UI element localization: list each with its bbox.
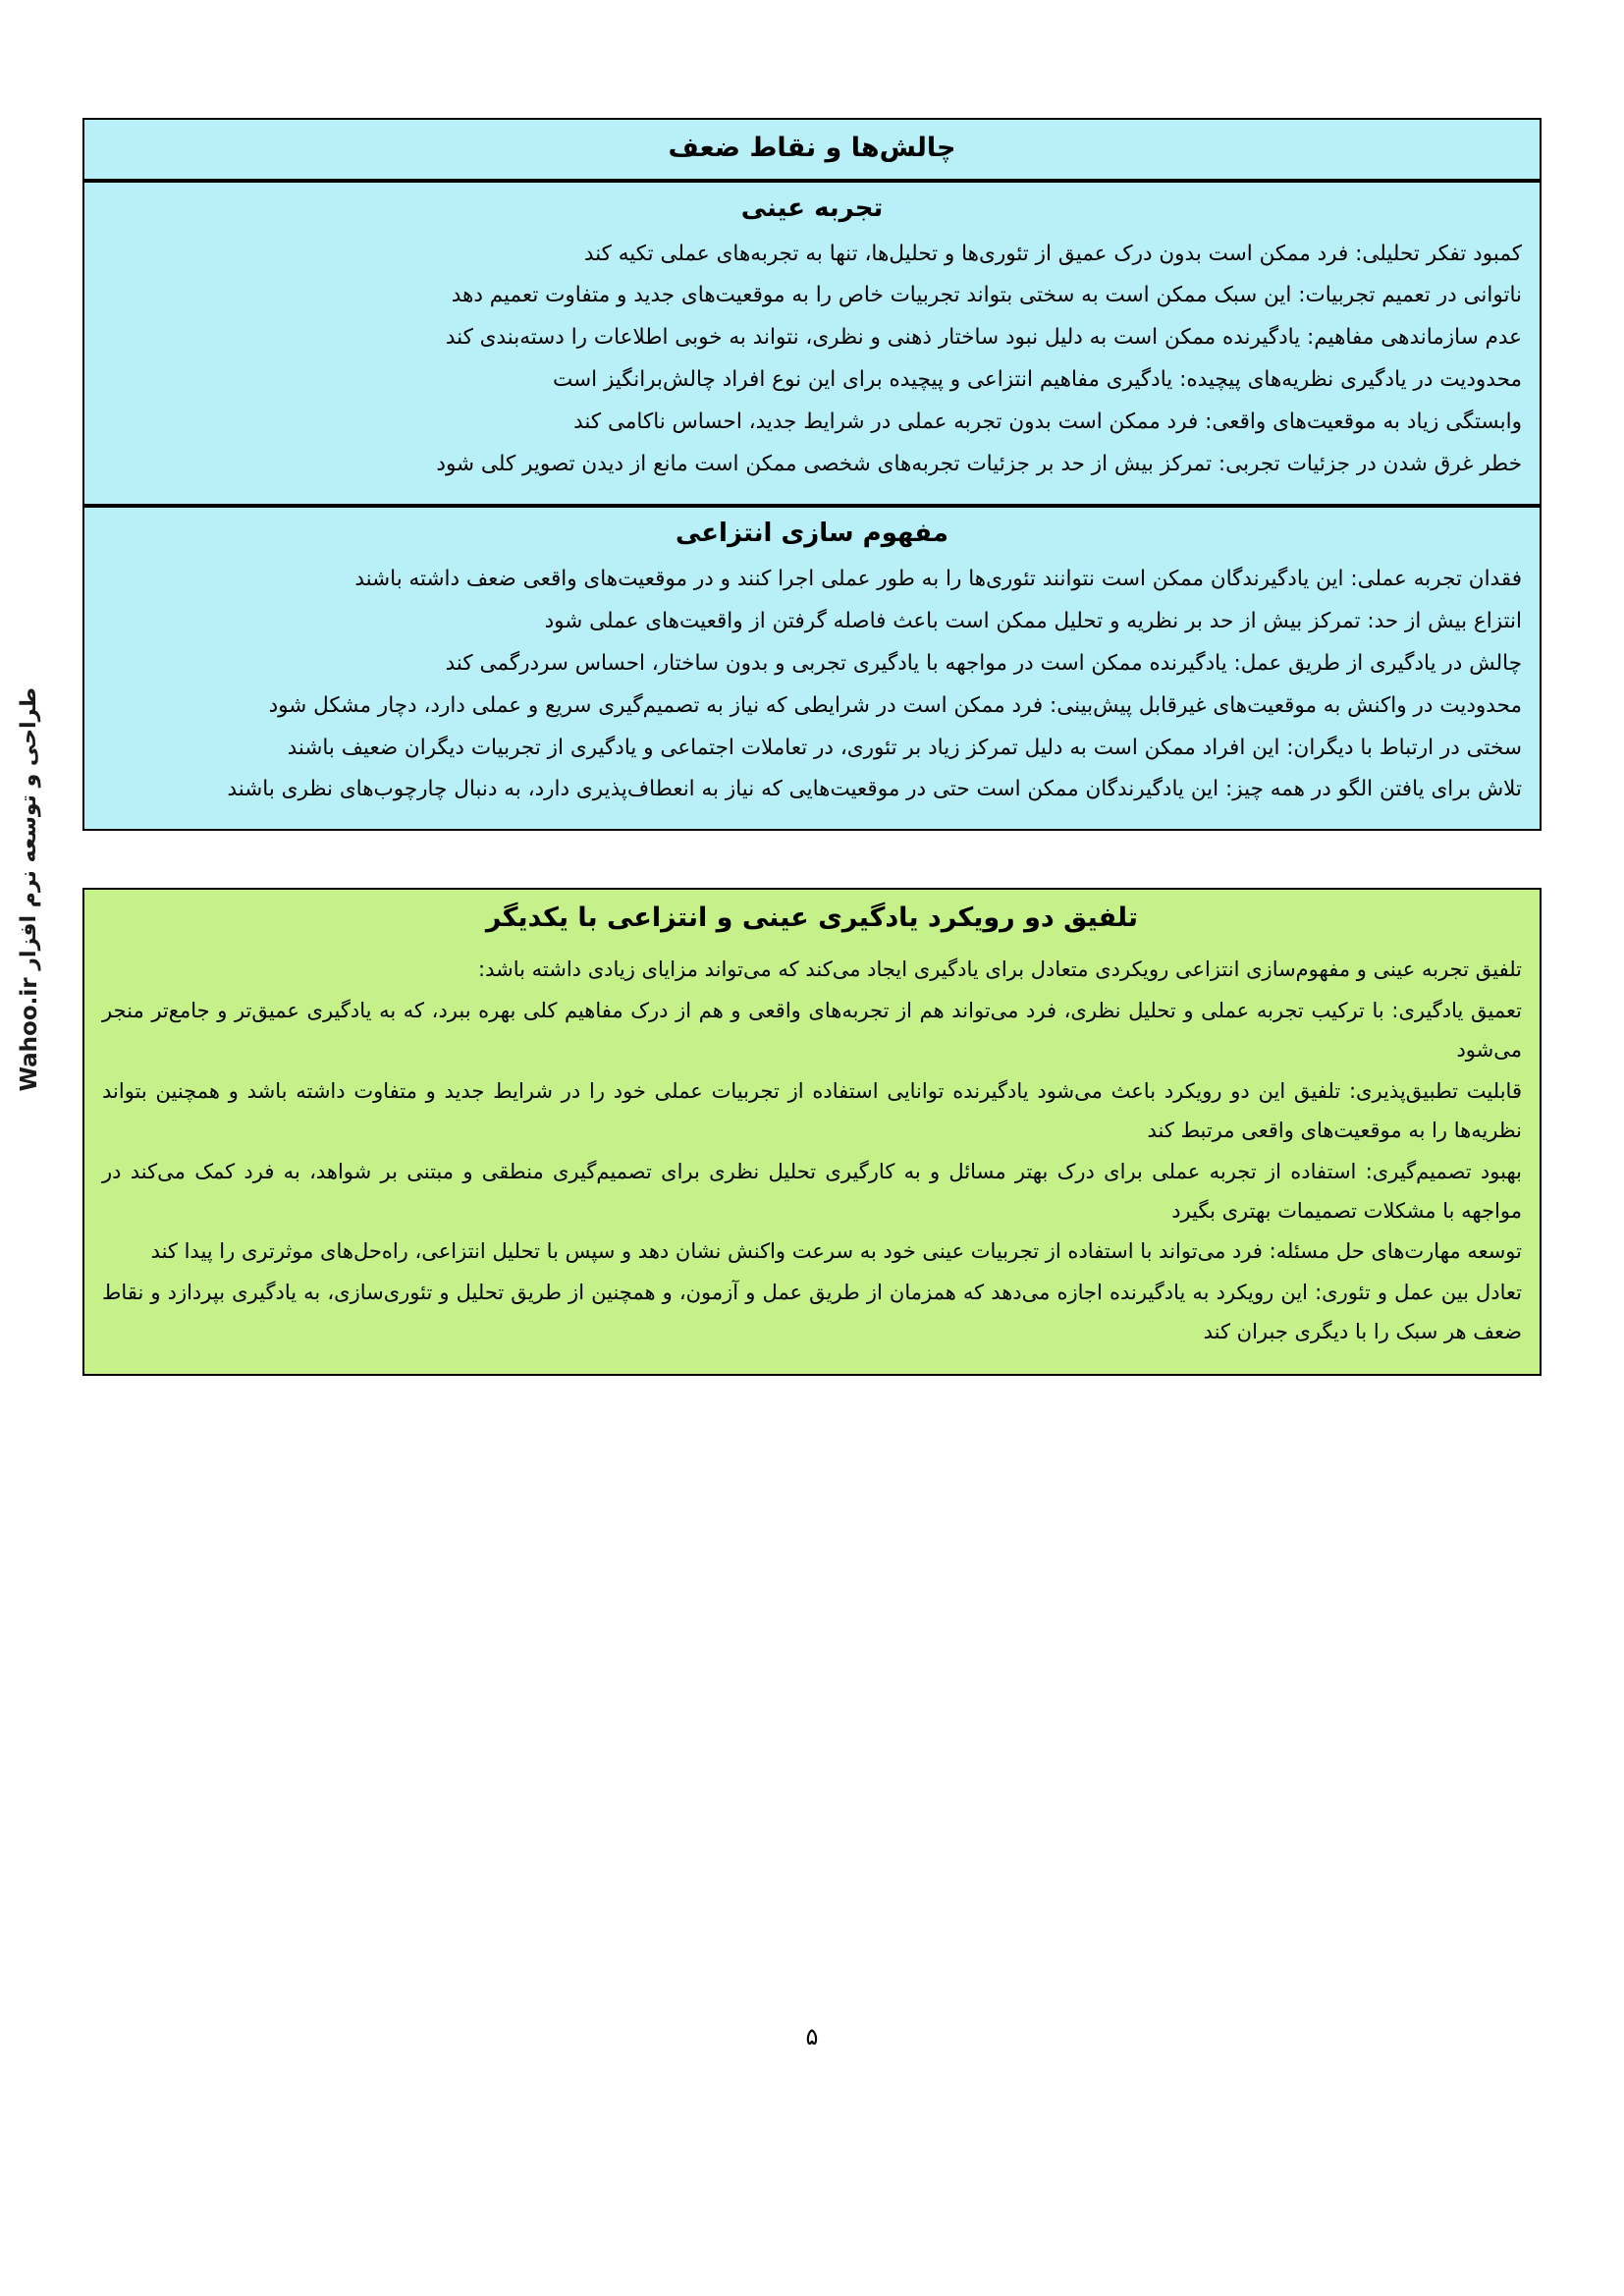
integration-body: [83, 949, 1541, 1375]
challenges-title-row: [83, 119, 1541, 179]
list-item: قابلیت تطبیق‌پذیری: تلفیق این دو رویکرد باعث می‌شود یادگیرنده توانایی استفاده از تجربیات عملی خود را در شرایط جدید و متفاوت داشته باشد و همچنین بتواند نظریه‌ها را به موقعیت‌های واقعی مرتبط کند: [102, 1078, 1522, 1142]
list-item: تلفیق تجربه عینی و مفهوم‌سازی انتزاعی رویکردی متعادل برای یادگیری ایجاد می‌کند که می‌تواند مزایای زیادی داشته باشد:: [478, 957, 1522, 982]
list-item: عدم سازماندهی مفاهیم: یادگیرنده ممکن است به دلیل نبود ساختار ذهنی و نظری، نتواند به خوبی اطلاعات را دسته‌بندی کند: [445, 325, 1522, 351]
side-watermark: [18, 687, 77, 1091]
list-item: انتزاع بیش از حد: تمرکز بیش از حد بر نظریه و تحلیل ممکن است باعث فاصله گرفتن از واقعیت‌های عملی شود: [544, 608, 1522, 633]
abstract-conceptualization-body-row: [83, 557, 1541, 831]
page-number: ۵: [805, 2023, 819, 2050]
list-item: تعمیق یادگیری: با ترکیب تجربه عملی و تحلیل نظری، فرد می‌تواند هم از تجربه‌های واقعی و هم از درک مفاهیم کلی بهره ببرد، که به یادگیری عمیق‌تر و جامع‌تر منجر می‌شود: [102, 999, 1522, 1062]
list-item: تعادل بین عمل و تئوری: این رویکرد به یادگیرنده اجازه می‌دهد که همزمان از طریق عمل و آزمون، و همچنین از طریق تحلیل و تئوری‌سازی، به یادگیری بپردازد و نقاط ضعف هر سبک را با دیگری جبران کند: [102, 1281, 1522, 1344]
side-watermark-text: طراحی و توسعه نرم افزار: [17, 687, 41, 970]
abstract-conceptualization-heading-row: [83, 508, 1541, 557]
concrete-experience-body: [83, 232, 1541, 505]
list-item: ناتوانی در تعمیم تجربیات: این سبک ممکن است به سختی بتواند تجربیات خاص را به موقعیت‌های جدید و متفاوت تعمیم دهد: [451, 283, 1522, 308]
integration-table: [82, 888, 1542, 1376]
list-item: تلاش برای یافتن الگو در همه چیز: این یادگیرندگان ممکن است حتی در موقعیت‌هایی که نیاز به انعطاف‌پذیری دارد، به دنبال چارچوب‌های نظری باشند: [227, 777, 1522, 802]
document-content: [82, 118, 1542, 1376]
list-item: بهبود تصمیم‌گیری: استفاده از تجربه عملی برای درک بهتر مسائل و به کارگیری تحلیل نظری برای تصمیم‌گیری منطقی و مبتنی بر شواهد، به فرد کمک می‌کند در مواجهه با مشکلات تصمیمات بهتری بگیرد: [102, 1159, 1522, 1223]
side-watermark-brand: Wahoo.ir: [17, 977, 42, 1092]
list-item: سختی در ارتباط با دیگران: این افراد ممکن است به دلیل تمرکز زیاد بر تئوری، در تعاملات اجتماعی و یادگیری از تجربیات دیگران ضعیف باشند: [287, 735, 1522, 760]
integration-title: تلفیق دو رویکرد یادگیری عینی و انتزاعی با یکدیگر: [485, 902, 1139, 934]
abstract-conceptualization-heading: مفهوم سازی انتزاعی: [675, 519, 948, 549]
section-gap: [82, 831, 1542, 888]
list-item: محدودیت در یادگیری نظریه‌های پیچیده: یادگیری مفاهیم انتزاعی و پیچیده برای این نوع افراد چالش‌برانگیز است: [553, 367, 1522, 393]
integration-body-row: [83, 949, 1541, 1375]
list-item: محدودیت در واکنش به موقعیت‌های غیرقابل پیش‌بینی: فرد ممکن است در شرایطی که نیاز به تصمیم‌گیری سریع و عملی دارد، دچار مشکل شود: [268, 692, 1522, 718]
concrete-experience-heading: تجربه عینی: [740, 192, 884, 223]
list-item: خطر غرق شدن در جزئیات تجربی: تمرکز بیش از حد بر جزئیات تجربه‌های شخصی ممکن است مانع از دیدن تصویر کلی شود: [436, 452, 1522, 477]
list-item: فقدان تجربه عملی: این یادگیرندگان ممکن است نتوانند تئوری‌ها را به طور عملی اجرا کنند و در موقعیت‌های واقعی ضعف داشته باشند: [354, 566, 1522, 591]
challenges-table: [82, 118, 1542, 831]
list-item: چالش در یادگیری از طریق عمل: یادگیرنده ممکن است در مواجهه با یادگیری تجربی و بدون ساختار، احساس سردرگمی کند: [445, 650, 1522, 676]
list-item: توسعه مهارت‌های حل مسئله: فرد می‌تواند با استفاده از تجربیات عینی خود به سرعت واکنش نشان دهد و سپس با تحلیل انتزاعی، راه‌حل‌های موثرتری را پیدا کند: [150, 1239, 1522, 1264]
list-item: کمبود تفکر تحلیلی: فرد ممکن است بدون درک عمیق از تئوری‌ها و تحلیل‌ها، تنها به تجربه‌های عملی تکیه کند: [583, 241, 1522, 266]
list-item: وابستگی زیاد به موقعیت‌های واقعی: فرد ممکن است بدون تجربه عملی در شرایط جدید، احساس ناکامی کند: [573, 410, 1522, 435]
integration-title-row: [83, 889, 1541, 949]
abstract-conceptualization-body: [83, 557, 1541, 831]
concrete-experience-heading-row: [83, 183, 1541, 232]
challenges-title: چالش‌ها و نقاط ضعف: [668, 133, 956, 163]
concrete-experience-body-row: [83, 232, 1541, 505]
